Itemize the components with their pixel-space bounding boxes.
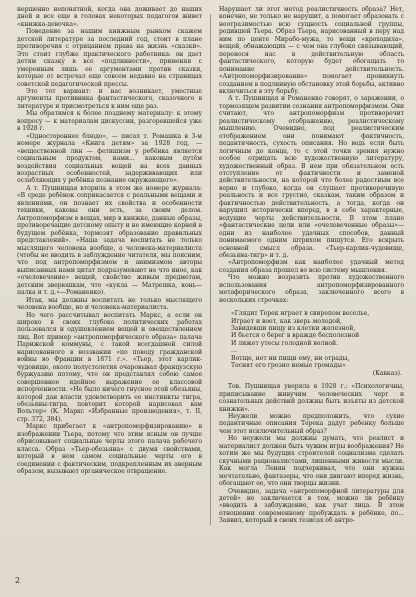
poem-line: Завидевши пищу из клетки железной, bbox=[231, 325, 356, 333]
poem-line: И бьется о берег в вражде бесполезной bbox=[231, 332, 360, 340]
paragraph: нершенно непонятной, когда она доживает до наших дней и все еще в головах некоторых педагогов живет «книжка-девочка». bbox=[17, 6, 202, 28]
paragraph: Тов. Пушнищая уверяла в 1928 г.: «Психологичны, приписывание живучим человеческих черт и сознательных действий должны быть изъяты из детской книжки». bbox=[219, 383, 404, 413]
poem-quote bbox=[231, 310, 404, 377]
poem-line: … bbox=[231, 347, 238, 355]
paragraph: «Антропоморфизм как наиболее удачный метод создания образа прошел во всю систему мышления. bbox=[219, 259, 404, 274]
poem-line: «Глядит Терек играет в свирепом веселье, bbox=[231, 310, 370, 318]
paragraph: Очевидно, задача «антропоморфной литературы для детей» не заключается в том, можно ли ребёнку «вводить в заблуждение, как учат лица. В этом отношении современному пробуждать в ребёнке, по... Заявил, который в своих тезисах об антро- bbox=[219, 487, 404, 525]
paragraph: Это тот вариант: и нас возникает, уместные аргументы противника фантастического, сказочного в литературе и присмотреться к ним еще раз. bbox=[17, 87, 202, 110]
poem-line: Теснят его грозно немые громады» bbox=[231, 362, 346, 370]
paragraph: Но чего рассчитывал воспитать Маркс, а если он широко в своих глубоко политических работах пользовался и одушевлением вещей и овеществлением лиц. Вот пример «антропоморфического образа» палача Парижской коммуны, с такой всегдашней силой нарисованного в воззвании «по поводу гражданской войны во Франции в 1871 г.». «Тьер, этот карлик-чудовище, около полустолетия очаровывал французскую буржуазию потому, что он представлял собою самое совершенное идейное выражение ее классовой испорченности. «Не было ничего гнусное этой обезьяны, которой дан власти удовлетворить ее инстинкты тигра, обезьяны-тигра, повторит которой нарисовал вам Вольтер» (К. Маркс «Избранные произведения», т. II, стр. 372, 384). bbox=[17, 311, 202, 423]
poem-line: Вотще, нет ни пищи ему, ни отрады, bbox=[231, 354, 350, 362]
paragraph: Неужели можно предположить, что сухие педантичные описания Терека дадут ребенку больше чем этот исключительный образ? bbox=[219, 413, 404, 435]
paragraph: Мы обратимся к более позднему материалу: к этому вопросу — к материалам дискуссии, разгоревшейся уже в 1928 г. bbox=[17, 110, 202, 133]
poem-line: Играет и воет, как зверь молодой, bbox=[231, 317, 342, 325]
column-divider bbox=[210, 14, 211, 525]
two-column-body bbox=[17, 6, 404, 525]
paragraph: Поведение за нашим книжным рынком скажем детской литературе за последний год, стоит в плане противоречия с отрицанием права на жизнь «сказки». Это стоит глубже практического работника: он дает детям сказку в все «подлинности», применяя с умеренным лишь ее аргументами против сказки, которые от встречал еще совсем недавно на страницах советской педагогической прессы. bbox=[17, 28, 202, 88]
paragraph: Маркс прибегает к «антропоморфизированию» в изображении Тьера, потому что этим ясным он лучше обрисовывает социальные черты этого палача рабочего класса. Образ «Тьер-обезьяна» с двумя свойствами, который в нем самом социальные черты его в соединении с фактическим, подкрепленным их аверным образом, вызывают органическое отвращение. bbox=[17, 423, 202, 476]
paragraph: Итак, мы должны воспитать не только мыслящего человека вообще, но и человека-материалиста. bbox=[17, 296, 202, 312]
paragraph: А т. Пушнищая и Романенко говорят, о заражении, о тормозящем развитии сознания антропоморфизмом. Они считают, что антропоморфизм противоречит реалистическому отображению, реалистическому мышлению. Очевидно, под реалистическим отображением они понимают фактичность, педантичность, сухость описания. Но ведь если быть логичным до конца, то с этой точки зрения нужно особое отрицать всю художественную литературу, художественный образ. В нем при обязательном есть отступление от фактичности и заменой действительности, на которой что более радостным все верно и глубоко, когда он слушает противоречивую реальность и все грустно, сказкам, таким образом и фактичностью действительность, а тогда, когда он нарушил исторически вперед, в в себе характерные, ведущие черты действительности. В этом плане «фантастические цели или «очеловеченные образы»—одни из наиболее удачных способов, данный понимаемого одним штрихом пишутся. Его вскрыть основной смысл образа. «Тьер-карлик-чудовище, обезьяна-тигр» и т. д. bbox=[219, 95, 404, 259]
page-number: 2 bbox=[15, 576, 21, 585]
paragraph: Нарушает ли этот метод реалистичность образа? Нет, конечно, не только не нарушит, а помогает образовать с неотразимостью всю сущность социальной группы, родившей Тьера. Образ Тьера, нарисованный в перу над ним по центе Мирабо-мужа, то вещи «кроходила», вещей, обнажающих — с чем она глубоко связывающий, перенося нас в действительную область фантастического, которую будет обогащать то понимание действительность. «Антропоморфизирование» помогает проникнуть созданием в подлинную обстановку этой борьбы, активно включиться в эту борьбу. bbox=[219, 6, 404, 95]
quote-paragraph: «Одностороннее блюдо», — писал т. Ромашка в 3-м номере журнала «Книга детям» за 1928 год, — «вещественной лин — фетишизм у ребёнка является социальным продуктом, нами... каковым путём воздействия социальных вещей на всех данных возрастных особенностей, задерживающих или ослабляющих у ребёнка познание окружающего». bbox=[17, 132, 202, 185]
quote-paragraph: А т. Пушнищая вторила в этом же номере журнала: «В среде ребёнок соприкасается с реальными вещами и явлениями, он познает их свойства и особенности техники, каковы они есть, за своим делом. Антропоморфизм в вещах, мир в книжке, данные образы, противоречащие детскому опыту и не имеющие корней в будущем ребёнка, тормозят образование правильных представлений». «Наша задача воспитать не только мыслящего человека вообще, а человека-материалиста (чтобы не вводить в заблуждение читателя, мы поясним, что под антропоморфизмом и анимизмом авторы выписанных нами цитат подразумевают не что иное, как «очеловечение» вещей, свойство живым предметам, детским зверюшкам, что «кукла — Матрешка, конь—палка и т. д.»—Романенко). bbox=[17, 184, 202, 297]
paragraph: Но неужели мы должны думать, что реалист и материалист должен быть чужим игры воображения? Не хотим же мы будущих строителей социализма сделать скучными рационалистами, лишенными живости мысли. Как могла Ленин подчеркивал, что они нужны мечтательно, фантазеры, что они двигают вперед жизнь, обогащают ее, что они творцы жизни. bbox=[219, 435, 404, 488]
poem-source: (Кавказ). bbox=[372, 369, 402, 377]
left-column bbox=[17, 6, 202, 525]
right-column bbox=[219, 6, 404, 525]
paragraph: Что можно возразить против художественного использования антропоморфизированного метафорического образа, заключенного всего в нескольких строчках: bbox=[219, 274, 404, 304]
poem-line: И лижет утесы голодной волной. bbox=[231, 339, 339, 347]
